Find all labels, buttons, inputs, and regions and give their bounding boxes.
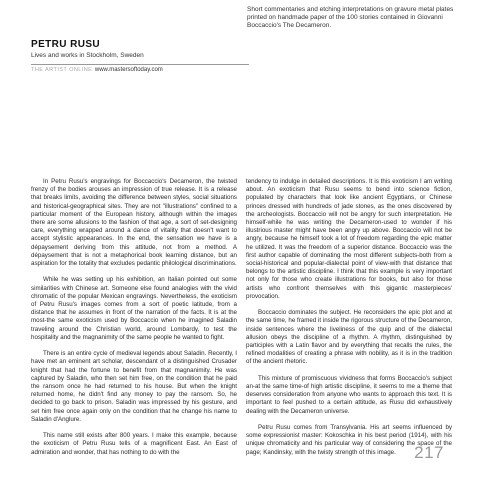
paragraph: Petru Rusu comes from Transylvania. His art seems influenced by some expressionist master: Kokoschka in his best period (1914), with his unique chromaticity and his particular way of considering the space of the page; Kandinsky, with the twisty strength of this image. xyxy=(246,424,452,456)
artist-location: Lives and works in Stockholm, Sweden xyxy=(31,52,144,59)
paragraph: This mixture of promiscuous vividness that forms Boccaccio's subject an-at the same time-of high artistic discipline, it seems to me a theme that deserves consideration from anyone who wants to approach this text. It is important to feel pushed to a certain attitude, as Rusu did exhaustively dealing with the Decameron universe. xyxy=(246,374,452,415)
paragraph: In Petru Rusu's engravings for Boccaccio's Decameron, the twisted frenzy of the bodies arouses an impression of true release. It is a release that breaks limits, avoiding the difference between styles, social situations and historical-geographical sites. They are not "illustrations" confined to a particular moment of the European history, although within the images there are some allusions to the fashion of that age, a sort of set-designing care, everything wrapped around a dance of vitality that doesn't want to accept stylistic appearances. In the end, the sensation we have is a dépaysement deriving from this attitude, not from a method. A dépaysement that is not a metaphorical book learning distance, but an aspiration for the totality that excludes pedantic philological discriminations. xyxy=(31,178,237,268)
paragraph: There is an entire cycle of medieval legends about Saladin. Recently, I have met an eminent art scholar, descendant of a distinguished Crusader knight that had the fortune to benefit from that magnanimity. He was captured by Saladin, who then set him free, on the condition that he paid the ransom once he had returned to his house. But when the knight returned home, he didn't find any money to pay the ransom. So, he decided to go back to prison. Saladin was impressed by his gesture, and set him free once again only on the condition that he change his name to Saladin d'Anglure. xyxy=(31,350,237,423)
divider-line xyxy=(31,64,249,65)
left-column xyxy=(31,178,237,457)
paragraph: tendency to indulge in detailed descriptions. It is this exoticism I am writing about. An exoticism that Rusu seems to bend into science fiction, populated by characters that look like ancient Egyptians, or Chinese princes dressed with hundreds of jade stones, as the ones discovered by the archeologists. Boccaccio will not be angry for such interpretation. He himself-while he was writing the Decameron-used to wonder if his illustrious master might have been angry up above. Boccaccio will not be angry, because he himself took a lot of freedom regarding the epic matter he utilized. It was the freedom of a superior distance. Boccaccio was the first author capable of dominating the most different subjects-both from a social-historical and popular-dialectal point of view-with that distance that belongs to the artistic discipline. I think that this example is very important not only for those who create illustrations for books, but also for those artists who confront themselves with this gigantic masterpieces' provocation. xyxy=(246,178,452,300)
paragraph: Boccaccio dominates the subject. He reconsiders the epic plot and at the same time, he framed it inside the rigorous structure of the Decameron, inside sentences where the liveliness of the quip and of the dialectal allusion obeys the discipline of a rhythm. A rhythm, distinguished by participles with a Latin flavor and by everything that recalls the rules, the refined modalities of creating a phrase with nobility, as it is in the tradition of the ancient rhetoric. xyxy=(246,309,452,366)
artist-online-label: THE ARTIST ONLINE xyxy=(31,67,93,73)
artist-website-link[interactable]: www.mastersoftoday.com xyxy=(94,67,163,73)
page-number: 217 xyxy=(414,443,444,462)
right-column xyxy=(246,178,452,457)
artist-name: PETRU RUSU xyxy=(31,39,101,50)
paragraph: While he was setting up his exhibition, an Italian pointed out some similarities with Chinese art. Someone else found analogies with the vivid chromatic of the popular Mexican engravings. Nevertheless, the exoticism of Petru Rusu's images comes from a sort of poetic latitude, from a distance that he assumes in front of the narration of the facts. It is at the most-the same exoticism used by Boccaccio when he imagined Saladin traveling around the Christian world, around Lombardy, to test the hospitality and the magnanimity of the same people he wanted to fight. xyxy=(31,276,237,341)
paragraph: This name still exists after 800 years. I make this example, because the exoticism of Petru Rusu tells of a magnificent East. An East of admiration and wonder, that has nothing to do with the xyxy=(31,432,237,456)
artist-online-row xyxy=(31,67,163,73)
header-caption: Short commentaries and etching interpretations on gravure metal plates printed on handmade paper of the 100 stories contained in Giovanni Boccaccio's The Decameron. xyxy=(247,6,454,30)
